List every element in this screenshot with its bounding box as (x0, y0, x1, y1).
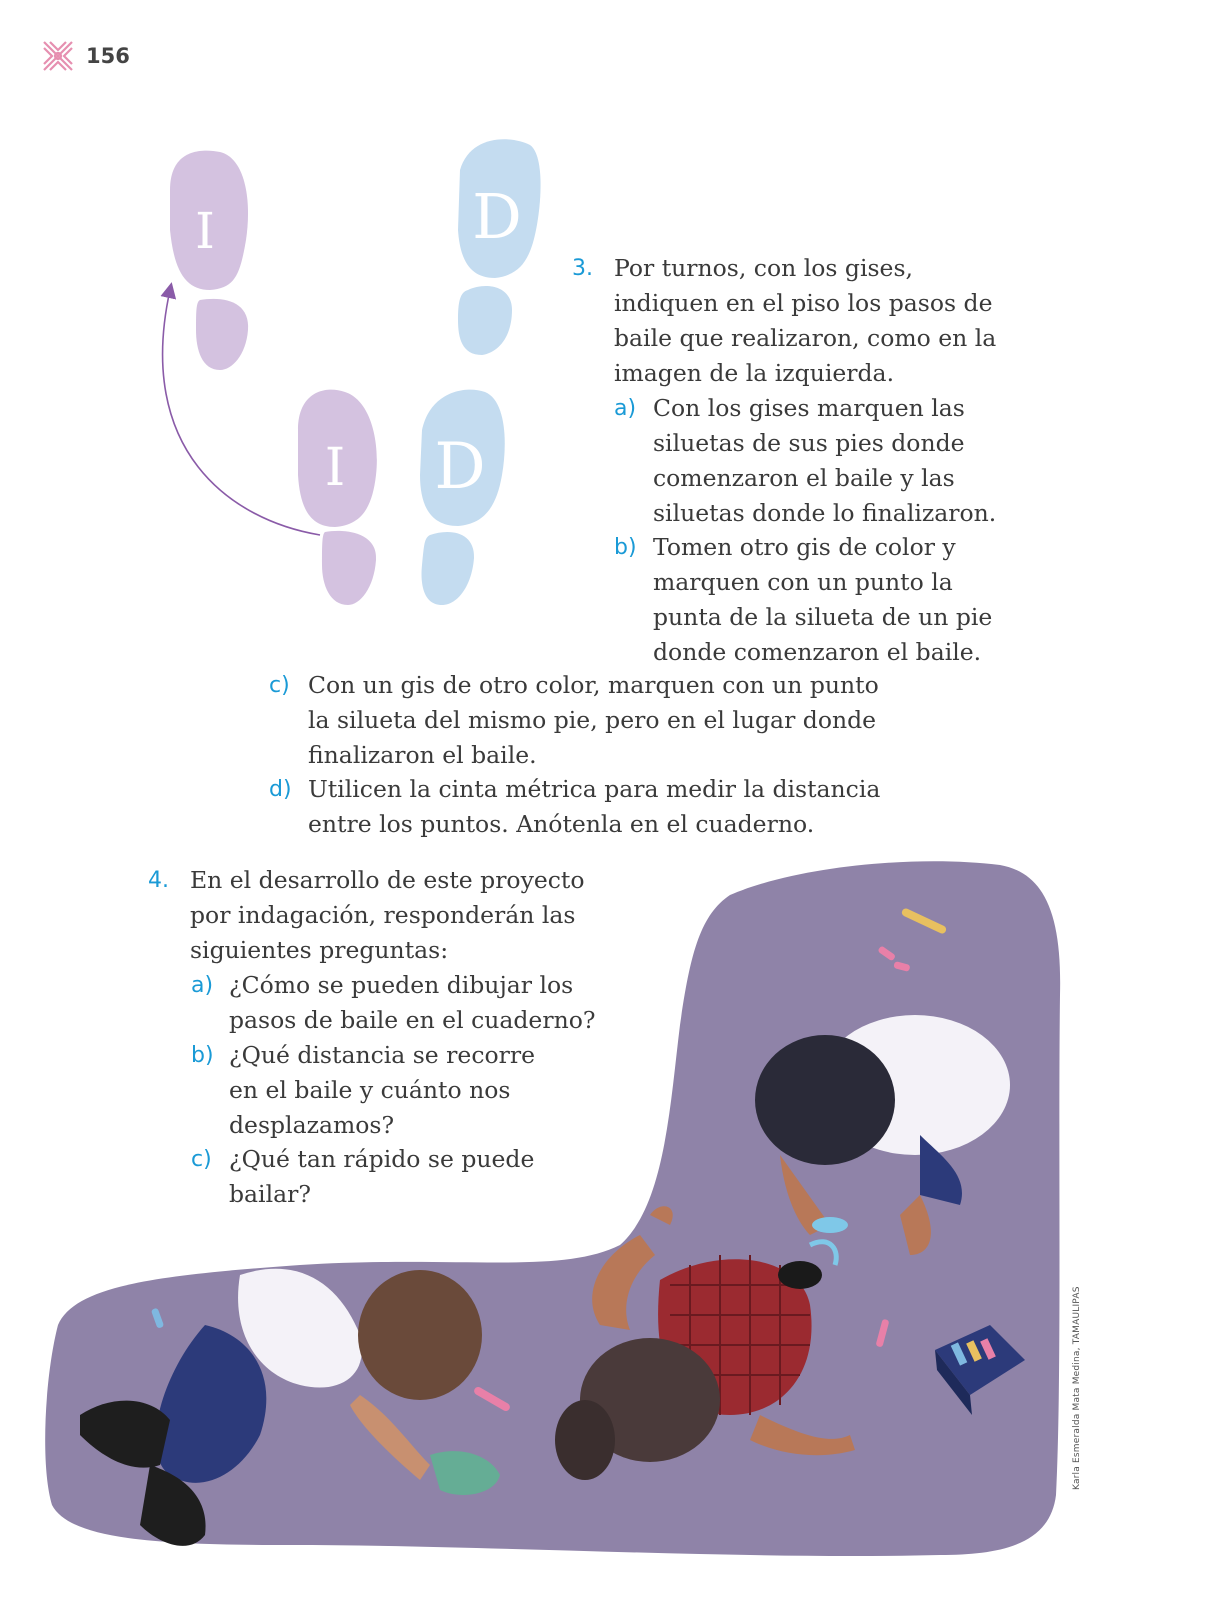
question-4-line: En el desarrollo de este proyecto (190, 866, 585, 894)
question-4b-line: desplazamos? (229, 1111, 395, 1139)
question-3-line: Por turnos, con los gises, (614, 254, 913, 282)
question-3b-label: b) (614, 535, 637, 560)
left-foot-letter-bottom: I (324, 438, 346, 498)
question-4-line: por indagación, responderán las (190, 901, 576, 929)
question-3d-line: Utilicen la cinta métrica para medir la distancia (308, 775, 881, 803)
question-4c-label: c) (191, 1147, 212, 1172)
question-3c-line: Con un gis de otro color, marquen con un punto (308, 671, 879, 699)
question-3a-label: a) (614, 396, 637, 421)
illustration-credit: Karla Esmeralda Mata Medina, TAMAULIPAS (1072, 1286, 1082, 1490)
question-3a-line: comenzaron el baile y las (653, 464, 955, 492)
question-3c-label: c) (269, 673, 290, 698)
question-3b-line: donde comenzaron el baile. (653, 638, 982, 666)
question-3a-line: siluetas donde lo finalizaron. (653, 499, 997, 527)
question-3c-line: la silueta del mismo pie, pero en el lugar donde (308, 706, 877, 734)
question-4c-line: ¿Qué tan rápido se puede (229, 1145, 535, 1173)
question-4 (148, 863, 585, 968)
question-4b-label: b) (191, 1043, 214, 1068)
question-3b-line: Tomen otro gis de color y (653, 533, 956, 561)
question-4b (191, 1038, 536, 1143)
question-4b-line: en el baile y cuánto nos (229, 1076, 511, 1104)
question-4c (191, 1142, 535, 1212)
right-foot-letter-top: D (472, 180, 522, 253)
left-foot-letter-top: I (195, 202, 215, 260)
question-4a-label: a) (191, 973, 214, 998)
question-3-line: imagen de la izquierda. (614, 359, 895, 387)
question-3a-line: Con los gises marquen las (653, 394, 965, 422)
question-3 (572, 251, 997, 391)
question-3d-label: d) (269, 777, 292, 802)
page-ornament-icon (40, 38, 76, 74)
question-4a-line: ¿Cómo se pueden dibujar los (229, 971, 574, 999)
question-4-line: siguientes preguntas: (190, 936, 449, 964)
question-4b-line: ¿Qué distancia se recorre (229, 1041, 536, 1069)
question-3d-line: entre los puntos. Anótenla en el cuaderno. (308, 810, 815, 838)
question-4-number: 4. (148, 868, 169, 893)
question-4a-line: pasos de baile en el cuaderno? (229, 1006, 596, 1034)
question-4c-line: bailar? (229, 1180, 311, 1208)
question-3c (269, 668, 879, 773)
left-foot-top (170, 151, 248, 370)
page-number: 156 (86, 44, 130, 68)
question-3b-line: punta de la silueta de un pie (653, 603, 993, 631)
question-3-line: indiquen en el piso los pasos de (614, 289, 993, 317)
question-3a-line: siluetas de sus pies donde (653, 429, 965, 457)
question-3b (614, 530, 993, 670)
question-3d (269, 772, 881, 842)
dance-steps-diagram (140, 130, 570, 620)
right-foot-letter-bottom: D (434, 430, 486, 504)
question-3-number: 3. (572, 256, 593, 281)
question-3b-line: marquen con un punto la (653, 568, 953, 596)
question-3c-line: finalizaron el baile. (308, 741, 537, 769)
question-3-line: baile que realizaron, como en la (614, 324, 997, 352)
question-4a (191, 968, 596, 1038)
question-3a (614, 391, 997, 531)
